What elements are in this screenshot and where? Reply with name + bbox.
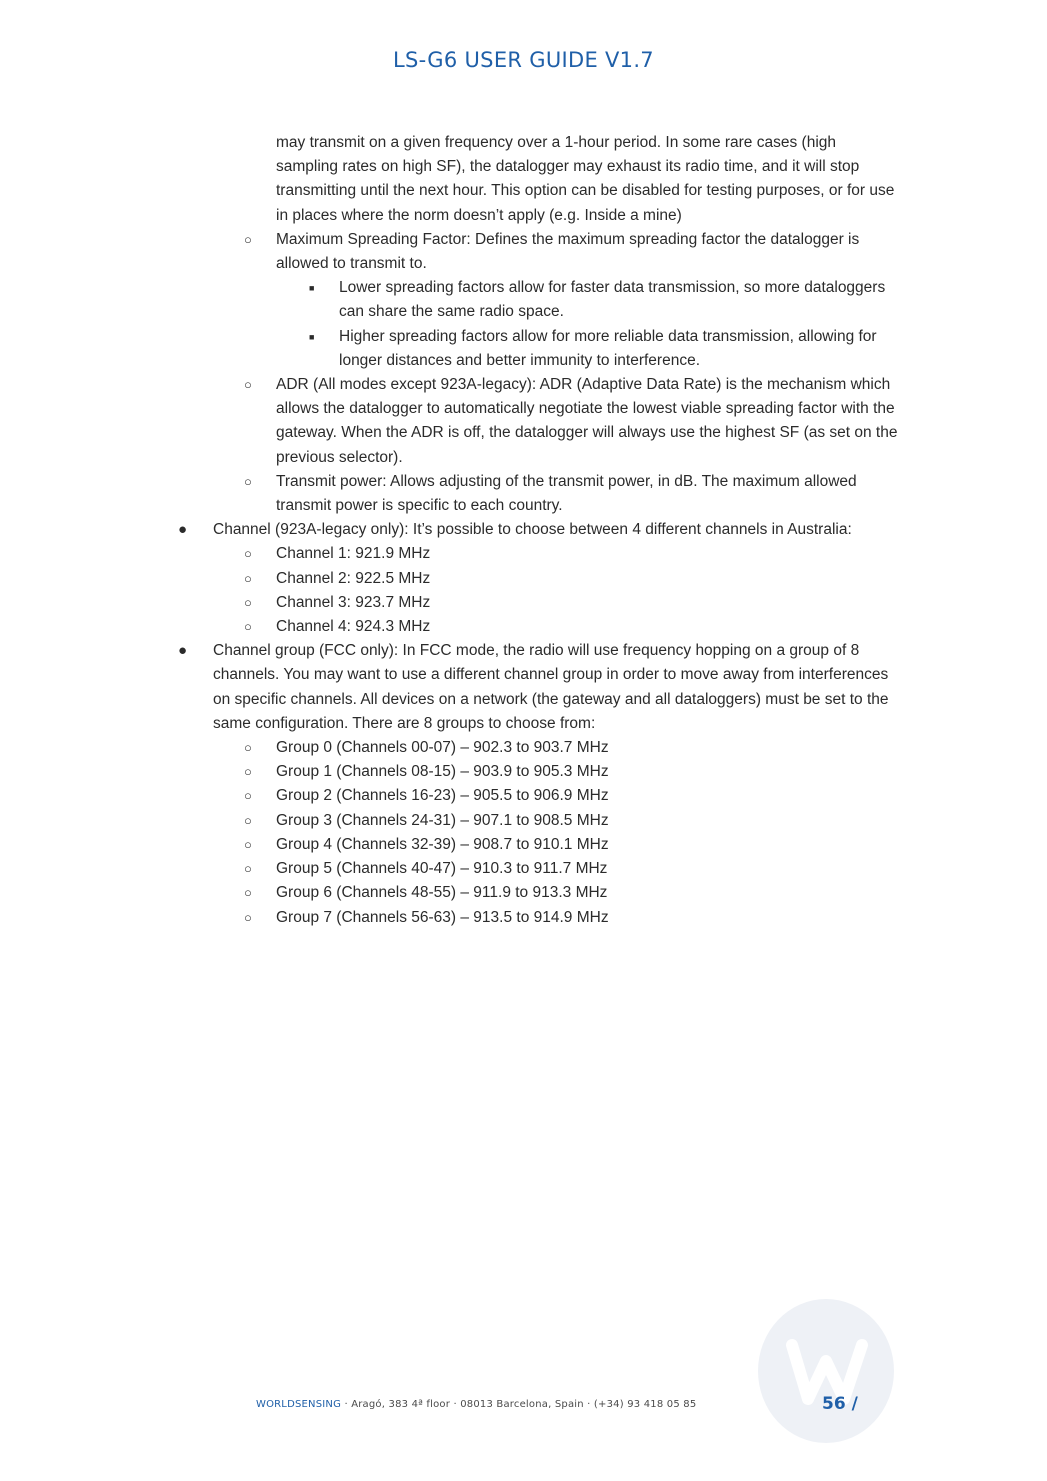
footer-contact	[256, 1399, 696, 1410]
circle-bullet-icon: ○	[244, 836, 252, 852]
circle-bullet-icon: ○	[244, 377, 252, 393]
square-bullet-icon: ■	[309, 283, 315, 294]
list-item-channel-group: ● Channel group (FCC only): In FCC mode, the radio will use frequency hopping on a group of 8 channels. You may want to use a different channel group in order to move away from interferences on specific channels. All devices on a network (the gateway and all dataloggers) must be set to the same configuration. There are 8 groups to choose from:	[0, 639, 1047, 736]
footer-brand: WORLDSENSING	[256, 1399, 342, 1410]
page-title: LS-G6 USER GUIDE V1.7	[393, 48, 654, 72]
list-item-group-6: ○ Group 6 (Channels 48-55) – 911.9 to 913.3 MHz	[0, 881, 1047, 905]
list-item-channel: ● Channel (923A-legacy only): It’s possible to choose between 4 different channels in Australia:	[0, 518, 1047, 542]
circle-bullet-icon: ○	[244, 619, 252, 635]
circle-bullet-icon: ○	[244, 788, 252, 804]
document-body	[0, 131, 1047, 930]
continuation-paragraph	[0, 131, 1047, 228]
disc-bullet-icon: ●	[178, 642, 188, 660]
square-bullet-icon: ■	[309, 331, 315, 342]
list-item-group-3: ○ Group 3 (Channels 24-31) – 907.1 to 908.5 MHz	[0, 809, 1047, 833]
footer-address: · Aragó, 383 4ª floor · 08013 Barcelona, Spain · (+34) 93 418 05 85	[341, 1399, 697, 1410]
circle-bullet-icon: ○	[244, 861, 252, 877]
list-item-channel-4: ○ Channel 4: 924.3 MHz	[0, 615, 1047, 639]
page-number: 56 /	[822, 1394, 858, 1414]
circle-bullet-icon: ○	[244, 885, 252, 901]
list-item-group-0: ○ Group 0 (Channels 00-07) – 902.3 to 903.7 MHz	[0, 736, 1047, 760]
list-item-group-4: ○ Group 4 (Channels 32-39) – 908.7 to 910.1 MHz	[0, 833, 1047, 857]
list-item-sf-higher: ■ Higher spreading factors allow for more reliable data transmission, allowing for longer distances and better immunity to interference.	[0, 325, 1047, 373]
circle-bullet-icon: ○	[244, 594, 252, 610]
worldsensing-logo-watermark-icon	[756, 1295, 896, 1445]
list-item-adr: ○ ADR (All modes except 923A-legacy): ADR (Adaptive Data Rate) is the mechanism which allows the datalogger to automatically negotiate the lowest viable spreading factor with the gateway. When the ADR is off, the datalogger will always use the highest SF (as set on the previous selector).	[0, 373, 1047, 470]
list-item-channel-3: ○ Channel 3: 923.7 MHz	[0, 591, 1047, 615]
list-item-sf-lower: ■ Lower spreading factors allow for faster data transmission, so more dataloggers can share the same radio space.	[0, 276, 1047, 324]
disc-bullet-icon: ●	[178, 521, 188, 539]
circle-bullet-icon: ○	[244, 546, 252, 562]
circle-bullet-icon: ○	[244, 231, 252, 247]
circle-bullet-icon: ○	[244, 740, 252, 756]
list-item-channel-1: ○ Channel 1: 921.9 MHz	[0, 542, 1047, 566]
circle-bullet-icon: ○	[244, 812, 252, 828]
list-item-group-5: ○ Group 5 (Channels 40-47) – 910.3 to 911.7 MHz	[0, 857, 1047, 881]
list-item-channel-2: ○ Channel 2: 922.5 MHz	[0, 567, 1047, 591]
circle-bullet-icon: ○	[244, 909, 252, 925]
list-item-tx-power: ○ Transmit power: Allows adjusting of the transmit power, in dB. The maximum allowed transmit power is specific to each country.	[0, 470, 1047, 518]
circle-bullet-icon: ○	[244, 570, 252, 586]
circle-bullet-icon: ○	[244, 764, 252, 780]
list-item-group-7: ○ Group 7 (Channels 56-63) – 913.5 to 914.9 MHz	[0, 906, 1047, 930]
circle-bullet-icon: ○	[244, 473, 252, 489]
list-item-group-2: ○ Group 2 (Channels 16-23) – 905.5 to 906.9 MHz	[0, 784, 1047, 808]
list-item-group-1: ○ Group 1 (Channels 08-15) – 903.9 to 905.3 MHz	[0, 760, 1047, 784]
list-item-max-sf: ○ Maximum Spreading Factor: Defines the maximum spreading factor the datalogger is allowed to transmit to.	[0, 228, 1047, 276]
paragraph-text: may transmit on a given frequency over a 1-hour period. In some rare cases (high sampling rates on high SF), the datalogger may exhaust its radio time, and it will stop transmitting until the next hour. This option can be disabled for testing purposes, or for use in places where the norm doesn’t apply (e.g. Inside a mine)	[276, 134, 895, 224]
